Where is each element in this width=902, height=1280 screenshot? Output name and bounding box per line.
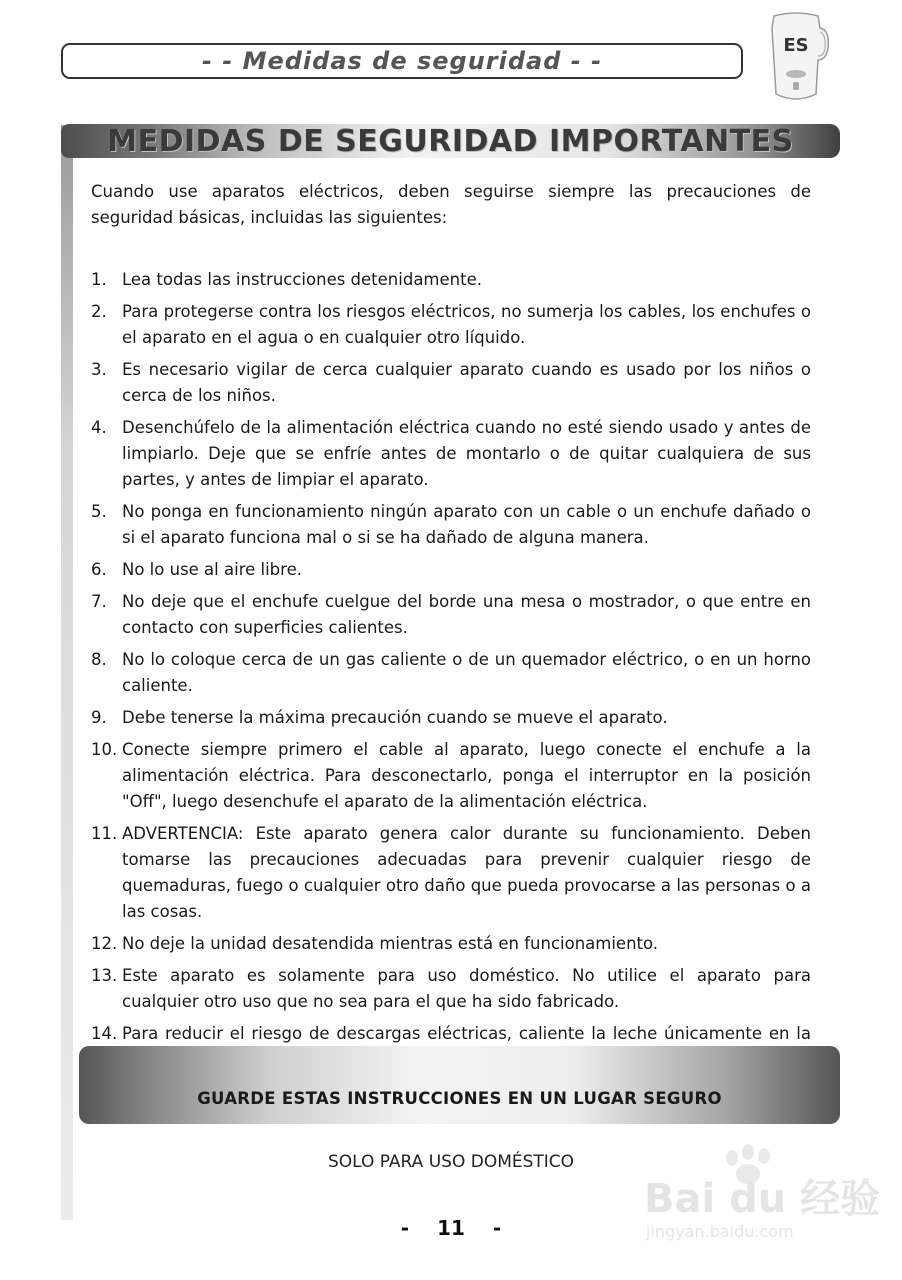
- page-dash-right: -: [492, 1216, 502, 1240]
- list-item: [91, 705, 811, 731]
- safety-list: [91, 267, 811, 1079]
- item-number: 2.: [91, 302, 107, 321]
- intro-paragraph: Cuando use aparatos eléctricos, deben seguirse siempre las precauciones de seguridad básicas, incluidas las siguientes:: [91, 182, 811, 227]
- list-item: [91, 821, 811, 925]
- item-number: 8.: [91, 650, 107, 669]
- item-number: 13.: [91, 966, 118, 985]
- item-text: Desenchúfelo de la alimentación eléctrica cuando no esté siendo usado y antes de limpiarlo. Deje que se enfríe antes de montarlo o de quitar cualquiera de sus partes, y antes de limpiar el aparato.: [122, 418, 811, 489]
- save-notice-band: [79, 1046, 840, 1124]
- header-title: - - Medidas de seguridad - -: [201, 47, 603, 75]
- item-number: 11.: [91, 824, 118, 843]
- item-number: 9.: [91, 708, 107, 727]
- list-item: [91, 299, 811, 351]
- list-item: [91, 931, 811, 957]
- jug-icon: [760, 8, 832, 108]
- watermark-url: jingyan.baidu.com: [646, 1222, 794, 1241]
- lang-label: ES: [783, 35, 809, 56]
- list-item: [91, 267, 811, 293]
- item-text: Conecte siempre primero el cable al aparato, luego conecte el enchufe a la alimentación eléctrica. Para desconectarlo, ponga el interruptor en la posición "Off", luego desenchufe el aparato de la alimentación eléctrica.: [122, 740, 811, 811]
- side-bar: [61, 125, 73, 1220]
- list-item: [91, 499, 811, 551]
- item-text: No lo use al aire libre.: [122, 560, 302, 579]
- item-number: 5.: [91, 502, 107, 521]
- domestic-use-note: SOLO PARA USO DOMÉSTICO: [327, 1152, 575, 1172]
- item-number: 14.: [91, 1024, 118, 1043]
- item-text: Este aparato es solamente para uso doméstico. No utilice el aparato para cualquier otro uso que no sea para el que ha sido fabricado.: [122, 966, 811, 1011]
- list-item: [91, 963, 811, 1015]
- item-text: No lo coloque cerca de un gas caliente o de un quemador eléctrico, o en un horno caliente.: [122, 650, 811, 695]
- item-text: Lea todas las instrucciones detenidamente.: [122, 270, 482, 289]
- page-number-value: 11: [437, 1216, 465, 1240]
- item-text: ADVERTENCIA: Este aparato genera calor durante su funcionamiento. Deben tomarse las precauciones adecuadas para prevenir cualquier riesgo de quemaduras, fuego o cualquier otro daño que pueda provocarse a las personas o a las cosas.: [122, 824, 811, 921]
- save-notice: GUARDE ESTAS INSTRUCCIONES EN UN LUGAR SEGURO: [197, 1089, 722, 1108]
- item-text: No deje la unidad desatendida mientras está en funcionamiento.: [122, 934, 659, 953]
- item-number: 10.: [91, 740, 118, 759]
- item-number: 7.: [91, 592, 107, 611]
- page-dash-left: -: [400, 1216, 410, 1240]
- list-item: [91, 557, 811, 583]
- item-text: Es necesario vigilar de cerca cualquier aparato cuando es usado por los niños o cerca de los niños.: [122, 360, 811, 405]
- item-number: 1.: [91, 270, 107, 289]
- item-number: 12.: [91, 934, 118, 953]
- section-title: MEDIDAS DE SEGURIDAD IMPORTANTES: [107, 123, 794, 159]
- item-text: Para reducir el riesgo de descargas eléctricas, caliente la leche únicamente en la: [122, 1024, 811, 1043]
- list-item: [91, 737, 811, 815]
- watermark: [640, 1140, 881, 1245]
- title-band: [61, 124, 840, 158]
- list-item: [91, 357, 811, 409]
- item-number: 6.: [91, 560, 107, 579]
- header-box: [61, 43, 743, 79]
- item-text: Debe tenerse la máxima precaución cuando se mueve el aparato.: [122, 708, 668, 727]
- item-text: No ponga en funcionamiento ningún aparato con un cable o un enchufe dañado o si el aparato funciona mal o si se ha dañado de alguna manera.: [122, 502, 811, 547]
- watermark-brand: Bai du 经验: [644, 1176, 881, 1222]
- list-item: [91, 647, 811, 699]
- item-number: 4.: [91, 418, 107, 437]
- list-item: [91, 415, 811, 493]
- item-number: 3.: [91, 360, 107, 379]
- item-text: No deje que el enchufe cuelgue del borde una mesa o mostrador, o que entre en contacto con superficies calientes.: [122, 592, 811, 637]
- list-item: [91, 589, 811, 641]
- item-text: Para protegerse contra los riesgos eléctricos, no sumerja los cables, los enchufes o el aparato en el agua o en cualquier otro líquido.: [122, 302, 811, 347]
